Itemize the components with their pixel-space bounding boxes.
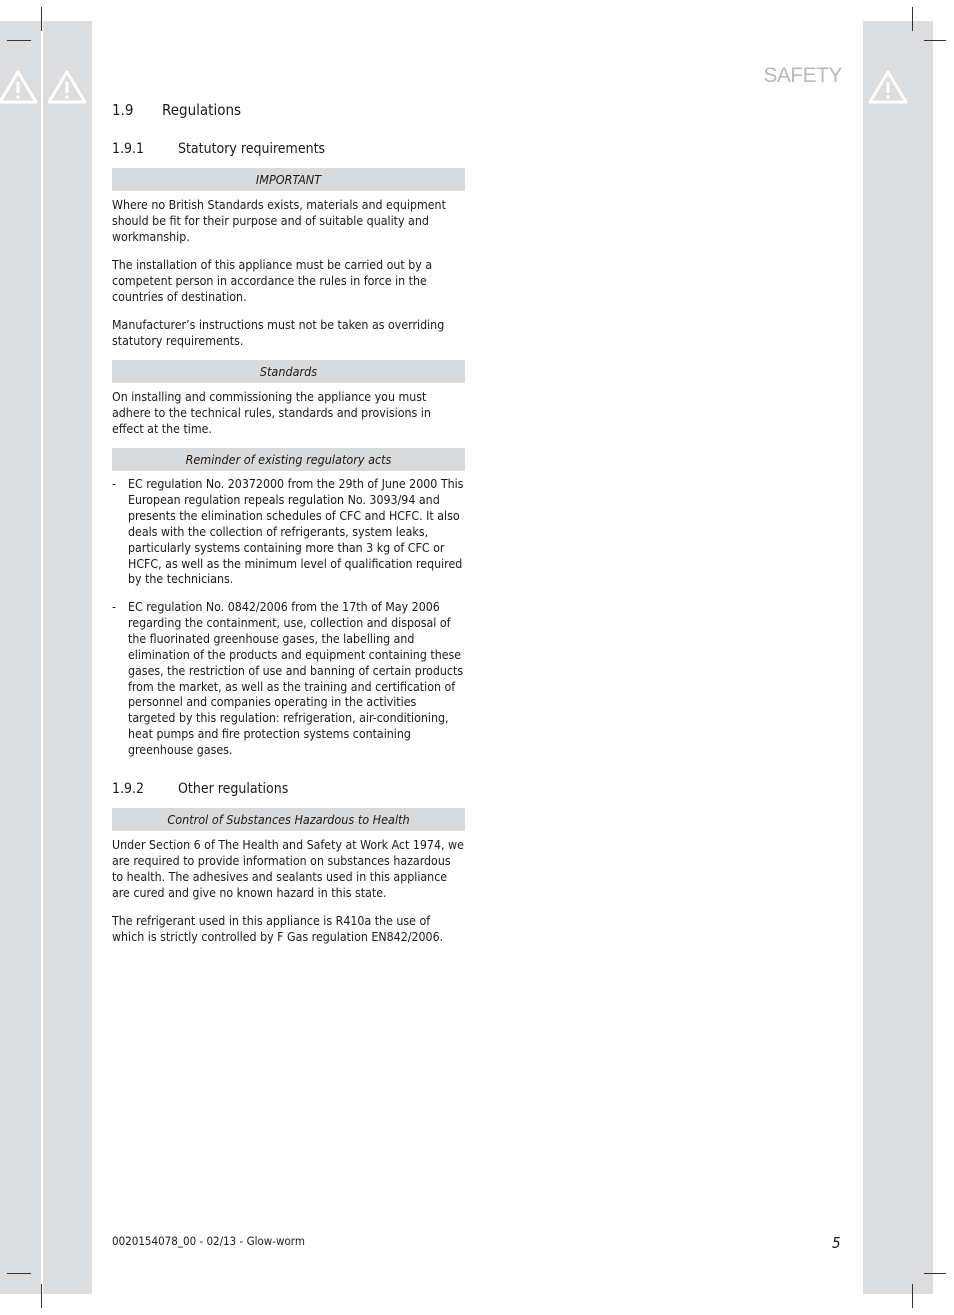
warning-triangle-icon [47, 69, 87, 105]
warning-triangle-icon [868, 69, 908, 105]
paragraph: The refrigerant used in this appliance is R410a the use of which is strictly controlled by F Gas regulation EN842/2006. [112, 914, 444, 944]
list-item-text: EC regulation No. 0842/2006 from the 17th of May 2006 regarding the containment, use, collection and disposal of the fluorinated greenhouse gases, the labelling and elimination of the products and equipment containing these gases, the restriction of use and banning of certain products from the market, as well as the training and certification of personnel and companies operating in the activities targeted by this regulation: refrigeration, air-conditioning, heat pumps and fire protection systems containing greenhouse gases. [128, 600, 464, 758]
heading-title: Other regulations [178, 781, 289, 797]
heading-statutory-requirements [112, 141, 325, 157]
paragraph: Under Section 6 of The Health and Safety at Work Act 1974, we are required to provide information on substances hazardous to health. The adhesives and sealants used in this appliance are cured and give no known hazard in this state. [112, 838, 464, 900]
paragraph: Manufacturer’s instructions must not be taken as overriding statutory requirements. [112, 318, 445, 348]
list-item [112, 477, 465, 588]
right-margin-band [863, 21, 933, 1294]
heading-number: 1.9.1 [112, 141, 145, 157]
standards-bar: Standards [112, 360, 465, 383]
crop-mark [7, 1273, 31, 1274]
list-dash: - [112, 477, 116, 491]
crop-mark [41, 7, 42, 31]
heading-title: Statutory requirements [178, 141, 326, 157]
heading-number: 1.9 [112, 101, 134, 119]
list-item [112, 600, 465, 759]
list-dash: - [112, 600, 116, 614]
footer-document-code: 0020154078_00 - 02/13 - Glow-worm [112, 1234, 305, 1248]
warning-triangle-icon [0, 69, 38, 105]
left-margin-band-outer [0, 21, 41, 1294]
section-header-title: SAFETY [763, 64, 842, 87]
page-number: 5 [832, 1234, 841, 1252]
crop-mark [912, 1284, 913, 1308]
paragraph: On installing and commissioning the appliance you must adhere to the technical rules, standards and provisions in effect at the time. [112, 390, 431, 436]
crop-mark [924, 1273, 946, 1274]
crop-mark [7, 40, 31, 41]
list-item-text: EC regulation No. 20372000 from the 29th of June 2000 This European regulation repeals regulation No. 3093/94 and presents the elimination schedules of CFC and HCFC. It also deals with the collection of refrigerants, system leaks, particularly systems containing more than 3 kg of CFC or HCFC, as well as the minimum level of qualification required by the technicians. [128, 477, 464, 587]
heading-other-regulations [112, 781, 288, 797]
paragraph: Where no British Standards exists, materials and equipment should be fit for their purpose and of suitable quality and workmanship. [112, 198, 446, 244]
heading-number: 1.9.2 [112, 781, 145, 797]
heading-title: Regulations [162, 101, 242, 119]
important-bar: IMPORTANT [112, 168, 465, 191]
coshh-bar: Control of Substances Hazardous to Health [112, 808, 465, 831]
heading-regulations [112, 101, 241, 119]
left-margin-band-inner [43, 21, 92, 1294]
crop-mark [912, 7, 913, 31]
paragraph: The installation of this appliance must be carried out by a competent person in accordance the rules in force in the countries of destination. [112, 258, 433, 304]
reminder-bar: Reminder of existing regulatory acts [112, 448, 465, 471]
crop-mark [41, 1284, 42, 1308]
crop-mark [924, 40, 946, 41]
